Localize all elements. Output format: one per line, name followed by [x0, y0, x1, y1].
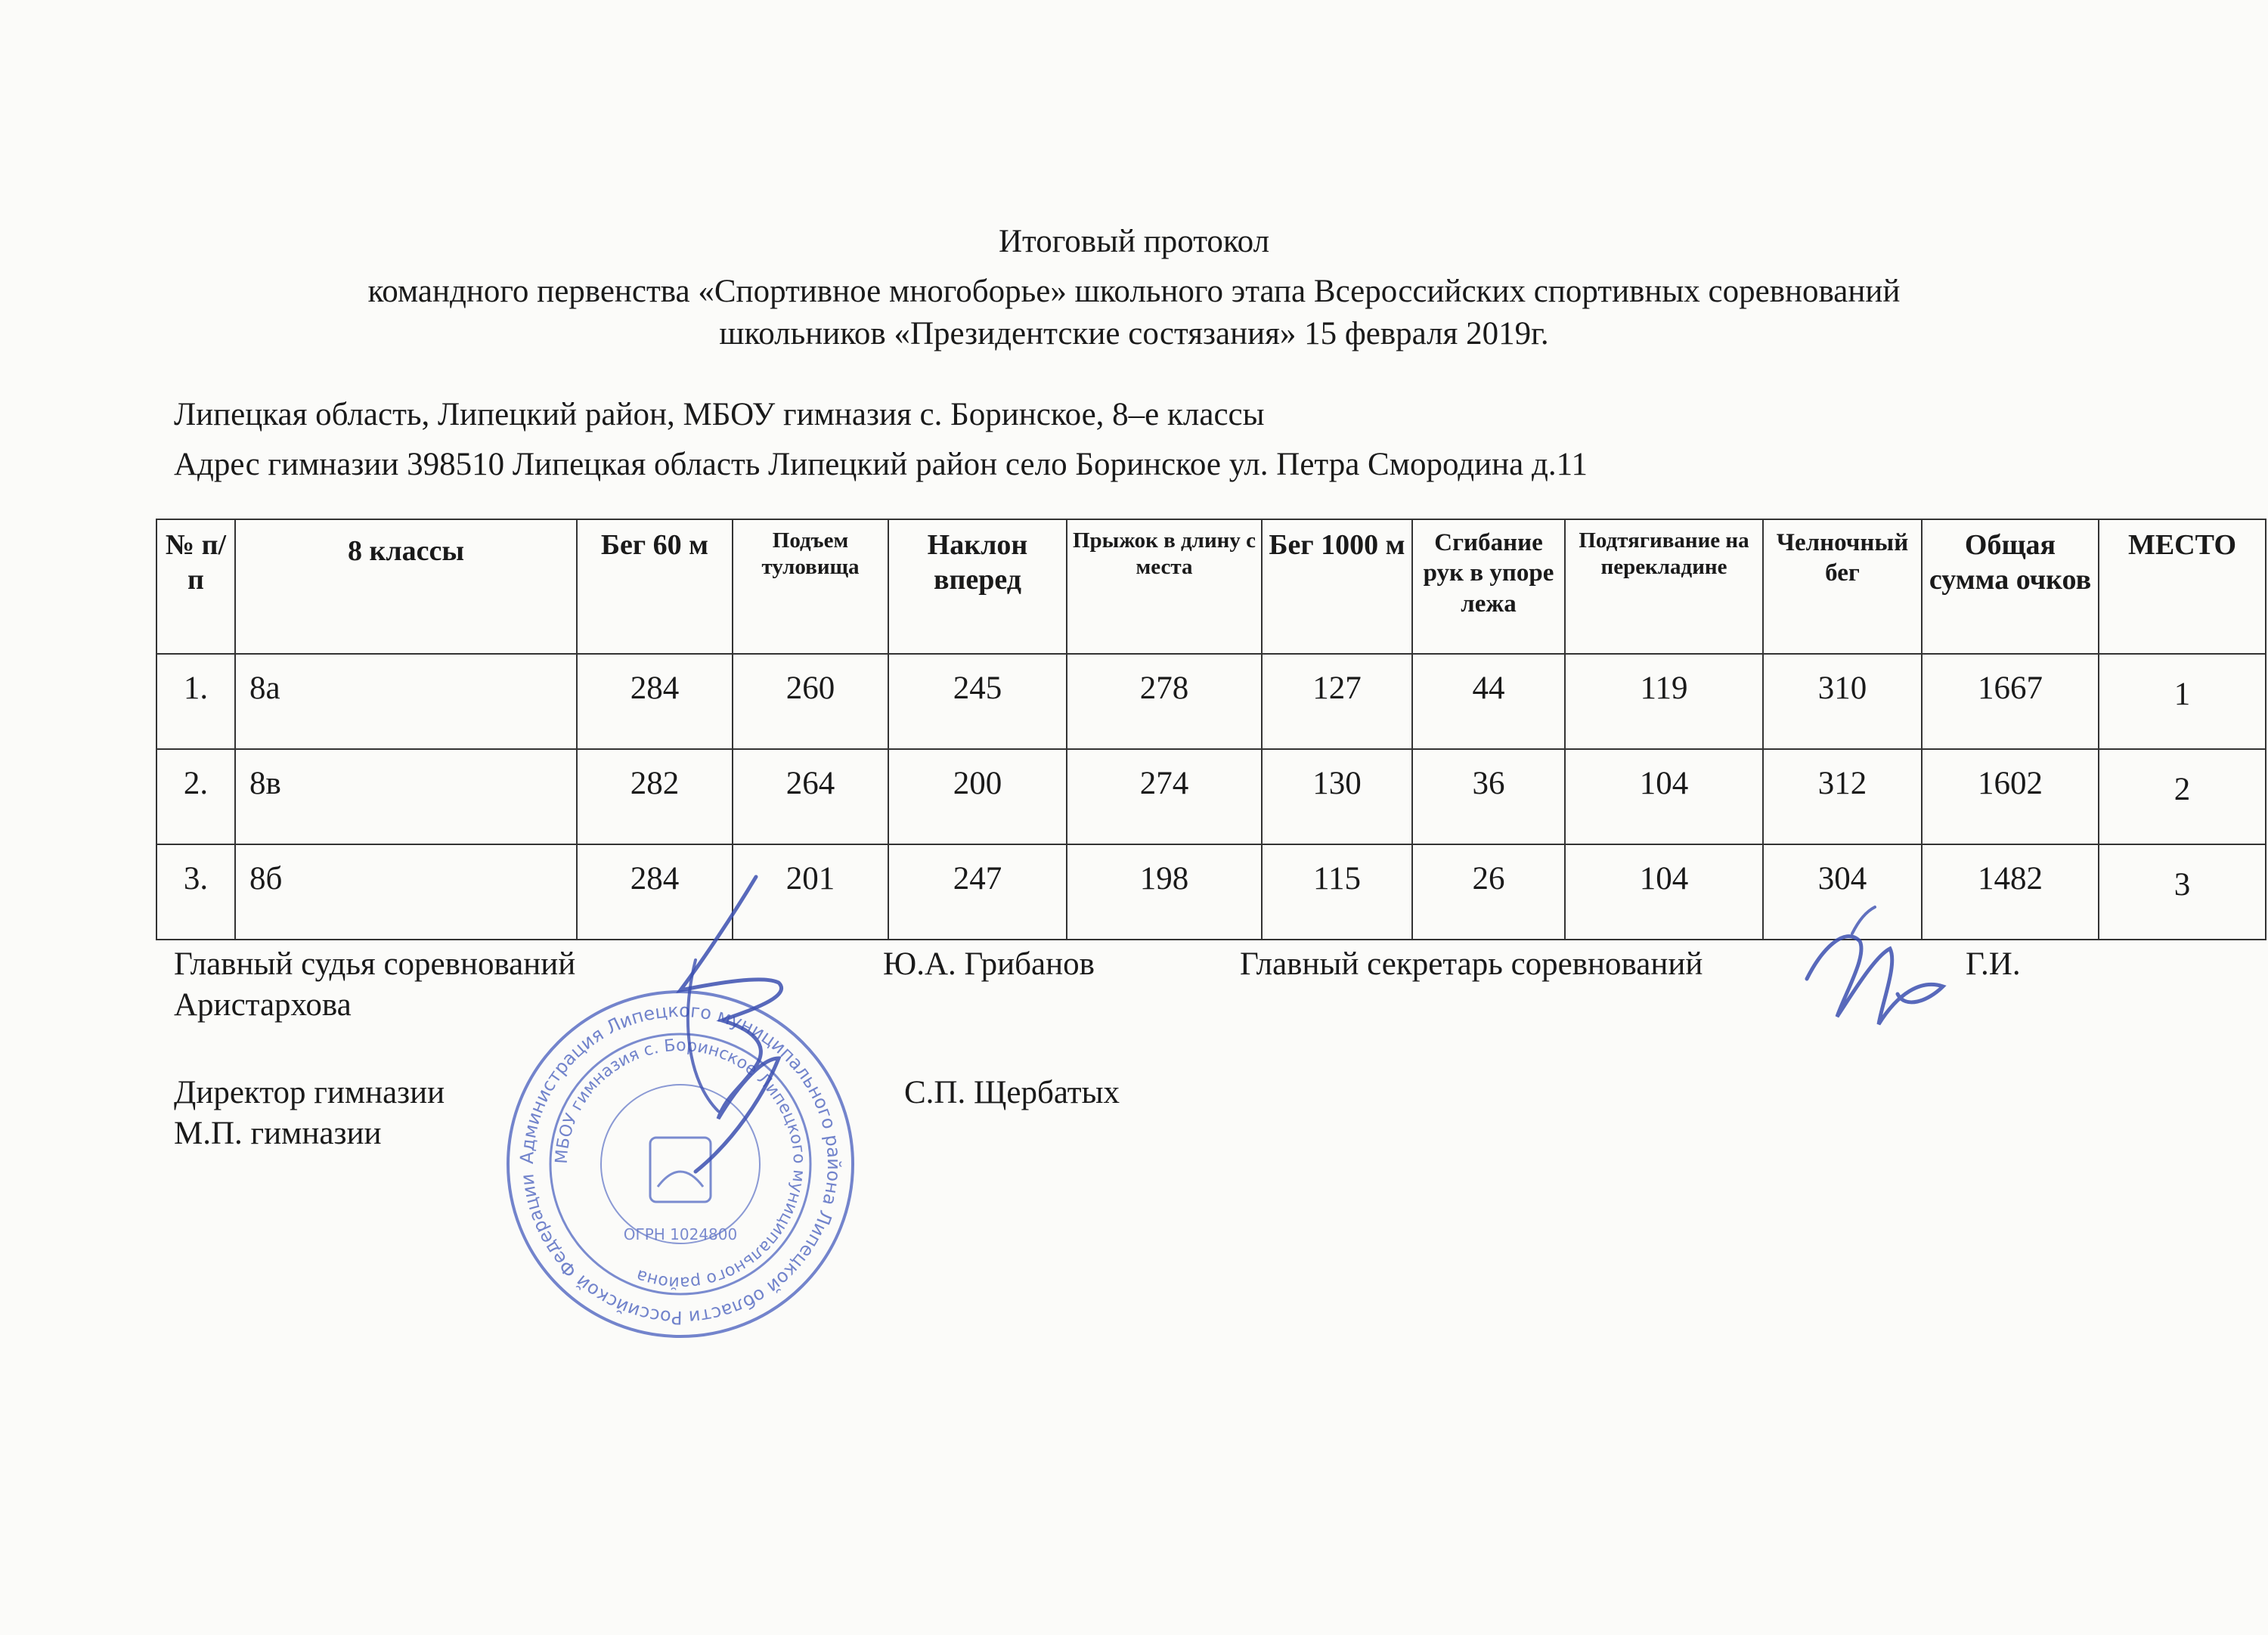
table-row — [156, 749, 2266, 844]
cell-total: 1667 — [1922, 654, 2099, 749]
cell-place: 1 — [2099, 654, 2266, 749]
judge-label: Главный судья соревнований — [174, 946, 576, 982]
document-subtitle-line2: школьников «Президентские состязания» 15 февраля 2019г. — [719, 316, 1549, 351]
cell-class: 8в — [235, 749, 577, 844]
cell-num: 3. — [156, 844, 235, 940]
document-title: Итоговый протокол — [998, 224, 1270, 259]
cell-pullups: 119 — [1565, 654, 1763, 749]
header-pushups: Сгибание рук в упоре лежа — [1412, 519, 1565, 654]
cell-class: 8б — [235, 844, 577, 940]
cell-bend: 247 — [888, 844, 1067, 940]
cell-run60: 284 — [577, 654, 733, 749]
region-line: Липецкая область, Липецкий район, МБОУ гимназия с. Боринское, 8–е классы — [174, 397, 1265, 432]
cell-shuttle: 310 — [1763, 654, 1922, 749]
header-class: 8 классы — [235, 519, 577, 654]
cell-jump: 274 — [1067, 749, 1262, 844]
cell-total: 1482 — [1922, 844, 2099, 940]
cell-num: 1. — [156, 654, 235, 749]
cell-class: 8а — [235, 654, 577, 749]
table-header-row — [156, 519, 2266, 654]
header-run1000: Бег 1000 м — [1262, 519, 1412, 654]
secretary-initials: Г.И. — [1966, 946, 2021, 982]
cell-bend: 200 — [888, 749, 1067, 844]
cell-place: 2 — [2099, 749, 2266, 844]
cell-pullups: 104 — [1565, 749, 1763, 844]
cell-run1000: 130 — [1262, 749, 1412, 844]
director-label: Директор гимназии — [174, 1075, 445, 1110]
cell-pushups: 44 — [1412, 654, 1565, 749]
secretary-label: Главный секретарь соревнований — [1240, 946, 1703, 982]
cell-run1000: 127 — [1262, 654, 1412, 749]
cell-run60: 284 — [577, 844, 733, 940]
stamp-label: М.П. гимназии — [174, 1116, 382, 1151]
cell-situps: 264 — [733, 749, 888, 844]
header-situps: Подъем туловища — [733, 519, 888, 654]
cell-pushups: 26 — [1412, 844, 1565, 940]
header-bend: Наклон вперед — [888, 519, 1067, 654]
document-subtitle-line1: командного первенства «Спортивное многоборье» школьного этапа Всероссийских спортивных соревнований — [367, 274, 1901, 309]
secretary-surname: Аристархова — [174, 987, 352, 1023]
cell-pushups: 36 — [1412, 749, 1565, 844]
director-name: С.П. Щербатых — [904, 1075, 1120, 1110]
cell-num: 2. — [156, 749, 235, 844]
header-run60: Бег 60 м — [577, 519, 733, 654]
address-line: Адрес гимназии 398510 Липецкая область Липецкий район село Боринское ул. Петра Смородина д.11 — [174, 447, 1588, 482]
stamp-ogrn: ОГРН 1024800 — [623, 1225, 738, 1243]
stamp-outer-text: Администрация Липецкого муниципального района Липецкой области Российской Федерации — [516, 999, 845, 1329]
secretary-signature-icon — [1792, 903, 1981, 1039]
header-jump: Прыжок в длину с места — [1067, 519, 1262, 654]
results-table — [156, 519, 2266, 940]
table-row — [156, 654, 2266, 749]
header-place: МЕСТО — [2099, 519, 2266, 654]
judge-signature-icon — [650, 869, 847, 1187]
cell-run1000: 115 — [1262, 844, 1412, 940]
header-pullups: Подтягивание на перекладине — [1565, 519, 1763, 654]
cell-shuttle: 312 — [1763, 749, 1922, 844]
cell-situps: 201 — [733, 844, 888, 940]
cell-situps: 260 — [733, 654, 888, 749]
header-shuttle: Челночный бег — [1763, 519, 1922, 654]
header-total: Общая сумма очков — [1922, 519, 2099, 654]
cell-jump: 198 — [1067, 844, 1262, 940]
cell-jump: 278 — [1067, 654, 1262, 749]
cell-total: 1602 — [1922, 749, 2099, 844]
cell-bend: 245 — [888, 654, 1067, 749]
cell-run60: 282 — [577, 749, 733, 844]
stamp-inner-text: МБОУ гимназия с. Боринское Липецкого муниципального района — [552, 1036, 809, 1293]
cell-shuttle: 304 — [1763, 844, 1922, 940]
cell-place: 3 — [2099, 844, 2266, 940]
cell-pullups: 104 — [1565, 844, 1763, 940]
header-num: № п/п — [156, 519, 235, 654]
judge-name: Ю.А. Грибанов — [883, 946, 1095, 982]
